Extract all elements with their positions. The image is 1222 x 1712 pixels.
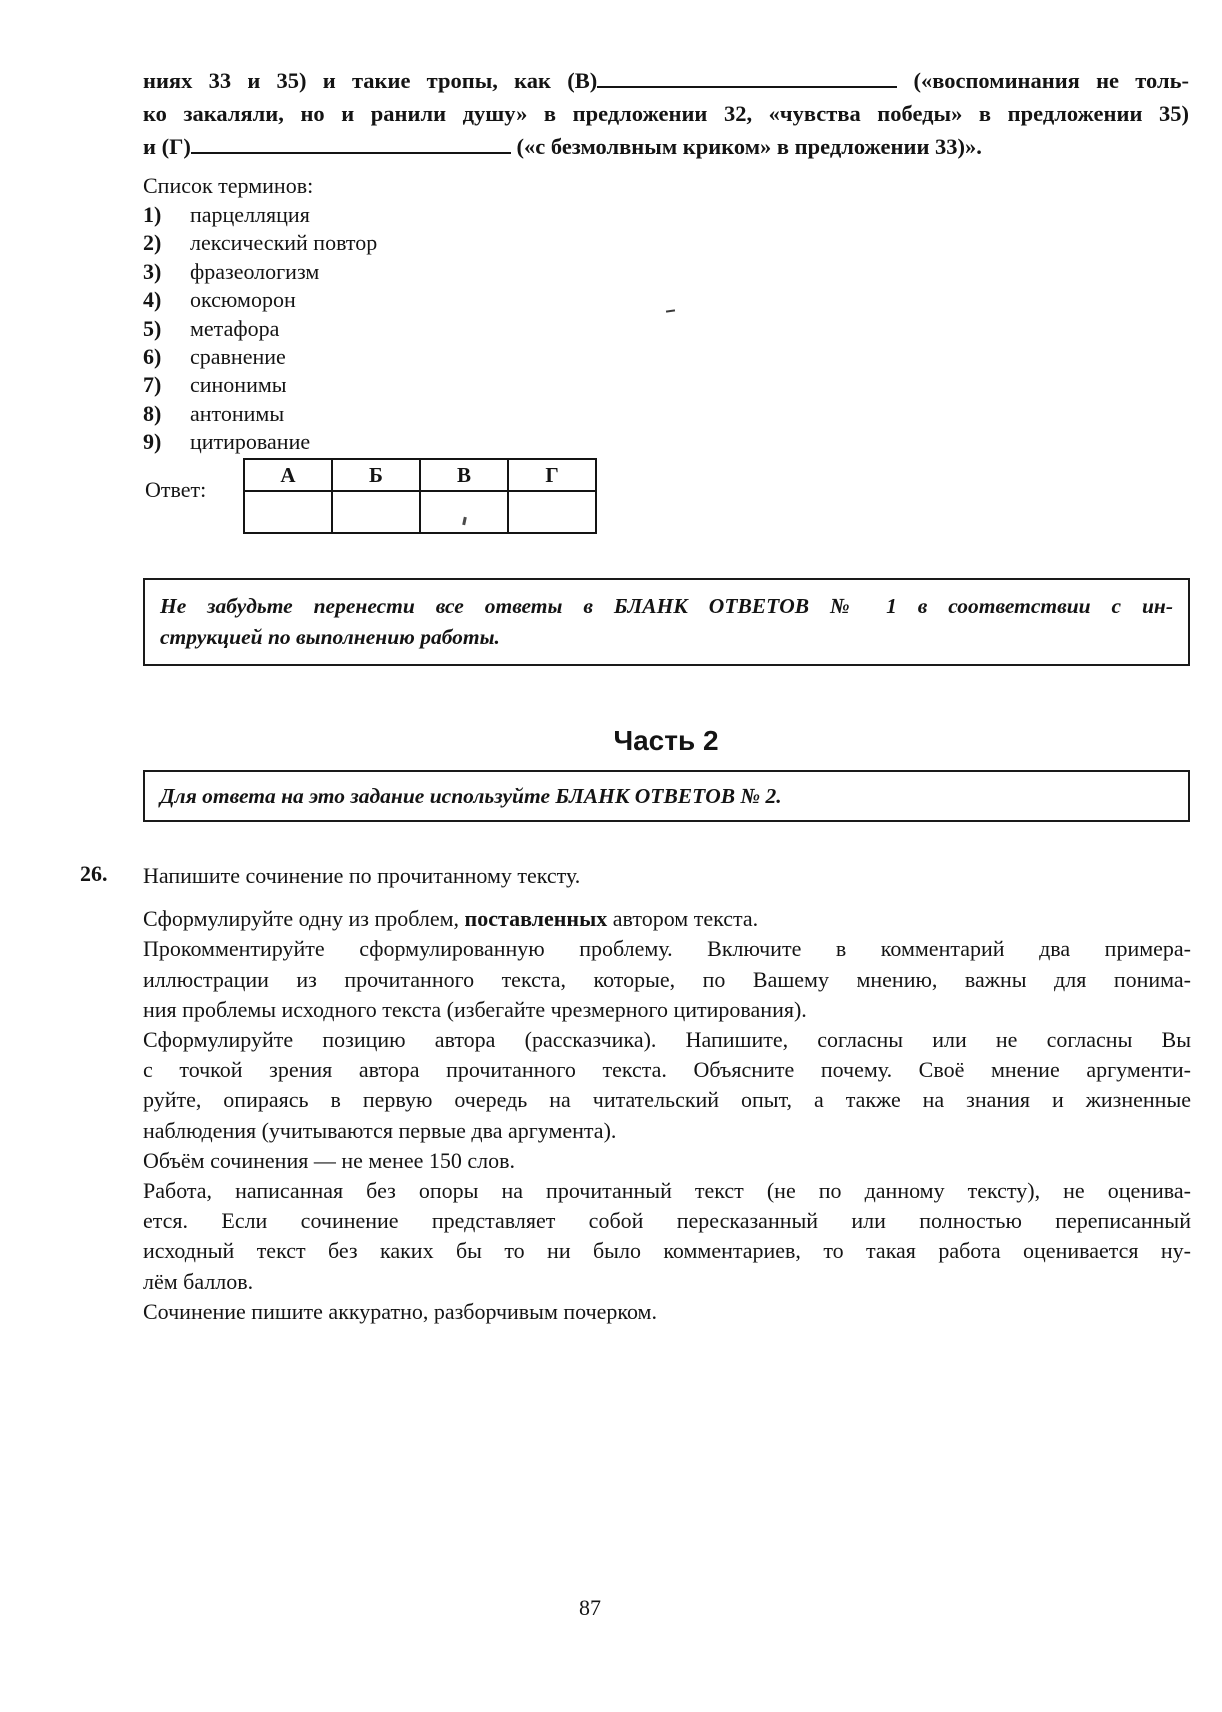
answer-col-a: А (244, 459, 332, 491)
text-line (143, 286, 843, 314)
text-segment: 1) (143, 202, 162, 227)
text-segment: синонимы (190, 372, 287, 398)
task26-paragraph (143, 934, 1191, 1025)
text-segment: руйте, опираясь в первую очередь на читательский опыт, а также на знания и жизненные (143, 1087, 1191, 1113)
task26-paragraph (143, 904, 1191, 934)
text-segment: оксюморон (190, 287, 296, 313)
text-segment: струкцией по выполнению работы. (160, 625, 500, 649)
answer-table-header-row (244, 459, 596, 491)
use-answer-sheet2-notice-box (143, 770, 1190, 822)
text-line (143, 1055, 1191, 1085)
text-segment: исходный текст без каких бы то ни было комментариев, то такая работа оценивается ну- (143, 1238, 1191, 1264)
text-segment: поставленных (464, 906, 608, 932)
text-line (143, 428, 843, 456)
text-segment: 9) (143, 429, 162, 455)
transfer-answers-notice-box (143, 578, 1190, 666)
answer-blank-line (191, 131, 511, 154)
text-segment: Сочинение пишите аккуратно, разборчивым почерком. (143, 1298, 657, 1324)
terms-list-title: Список терминов: (143, 173, 314, 198)
text-line (143, 258, 843, 286)
text-line (143, 64, 1189, 97)
answer-col-v: В (420, 459, 508, 491)
task25-intro-paragraph (143, 64, 1189, 163)
text-segment: цитирование (190, 429, 311, 455)
text-line (143, 861, 1191, 891)
answer-blank-line (597, 65, 897, 88)
text-line (143, 1025, 1191, 1055)
task26-paragraph (143, 861, 1191, 891)
text-line (143, 1297, 1191, 1327)
text-segment: метафора (190, 315, 280, 341)
text-segment: Сформулируйте позицию автора (рассказчика). Напишите, согласны или не согласны Вы (143, 1027, 1191, 1053)
text-segment: («с безмолвным криком» в предложении 33)». (510, 134, 982, 159)
text-line (143, 934, 1191, 964)
task26-number: 26. (80, 861, 108, 886)
text-segment: и (Г) (143, 134, 191, 159)
text-line (143, 400, 843, 428)
text-segment: Для ответа на это задание используйте БЛАНК ОТВЕТОВ № 2. (160, 784, 782, 808)
text-segment: ния проблемы исходного текста (избегайте чрезмерного цитирования). (143, 996, 807, 1022)
text-segment: Прокомментируйте сформулированную проблему. Включите в комментарий два примера- (143, 936, 1191, 962)
text-line (160, 783, 1173, 809)
text-segment: 6) (143, 344, 162, 370)
text-line (143, 1116, 1191, 1146)
text-segment: лексический повтор (190, 230, 378, 256)
page-number: 87 (579, 1595, 601, 1620)
terms-list (143, 201, 843, 457)
text-segment: автором текста. (607, 906, 759, 932)
text-segment: Работа, написанная без опоры на прочитанный текст (не по данному тексту), не оценива- (143, 1178, 1191, 1204)
answer-table (243, 458, 597, 534)
text-segment: Сформулируйте одну из проблем, (143, 906, 465, 932)
text-segment: 7) (143, 372, 162, 398)
answer-cell-g (508, 491, 596, 533)
answer-col-g: Г (508, 459, 596, 491)
text-line (143, 1176, 1191, 1206)
text-segment: антонимы (190, 400, 285, 426)
answer-cell-v (420, 491, 508, 533)
text-line (160, 591, 1173, 622)
task26-paragraph (143, 1297, 1191, 1327)
task26-paragraph (143, 1146, 1191, 1176)
text-line (143, 1146, 1191, 1176)
text-line (143, 97, 1189, 130)
text-segment: ется. Если сочинение представляет собой пересказанный или полностью переписанный (143, 1208, 1191, 1234)
answer-cell-a (244, 491, 332, 533)
text-line (143, 229, 843, 257)
text-segment: ко закаляли, но и ранили душу» в предложении 32, «чувства победы» в предложении 35) (143, 101, 1189, 126)
text-segment: 5) (143, 315, 162, 341)
text-line (143, 965, 1191, 995)
text-line (143, 130, 1189, 163)
text-segment: сравнение (190, 344, 286, 370)
text-line (143, 1236, 1191, 1266)
text-line (143, 201, 843, 229)
text-line (143, 315, 843, 343)
text-segment: 3) (143, 258, 162, 284)
text-line (143, 1267, 1191, 1297)
answer-label: Ответ: (145, 477, 207, 502)
text-line (160, 622, 1173, 653)
answer-col-b: Б (332, 459, 420, 491)
text-segment: («воспоминания не толь- (897, 68, 1190, 93)
text-segment: с точкой зрения автора прочитанного текста. Объясните почему. Своё мнение аргументи- (143, 1057, 1191, 1083)
text-segment: иллюстрации из прочитанного текста, которые, по Вашему мнению, важны для понима- (143, 966, 1191, 992)
text-segment: 4) (143, 287, 162, 313)
text-line (143, 1206, 1191, 1236)
answer-table-value-row (244, 491, 596, 533)
text-segment: ниях 33 и 35) и такие тропы, как (В) (143, 68, 598, 93)
text-line (143, 1085, 1191, 1115)
text-segment: 2) (143, 230, 162, 256)
part2-heading: Часть 2 (613, 725, 719, 756)
text-segment: Объём сочинения — не менее 150 слов. (143, 1147, 515, 1173)
text-line (143, 371, 843, 399)
text-line (143, 904, 1191, 934)
text-segment: Напишите сочинение по прочитанному тексту. (143, 863, 581, 888)
answer-cell-b (332, 491, 420, 533)
text-segment: лём баллов. (143, 1268, 254, 1294)
text-segment: наблюдения (учитываются первые два аргумента). (143, 1117, 617, 1143)
text-segment: Не забудьте перенести все ответы в БЛАНК ОТВЕТОВ № 1 в соответствии с ин- (160, 594, 1173, 618)
text-line (143, 343, 843, 371)
task26-paragraph (143, 1176, 1191, 1297)
text-line (143, 995, 1191, 1025)
task26-paragraph (143, 1025, 1191, 1146)
text-segment: парцелляция (190, 202, 310, 227)
text-segment: фразеологизм (190, 258, 320, 284)
task26-body (143, 861, 1191, 1327)
text-segment: 8) (143, 400, 162, 426)
